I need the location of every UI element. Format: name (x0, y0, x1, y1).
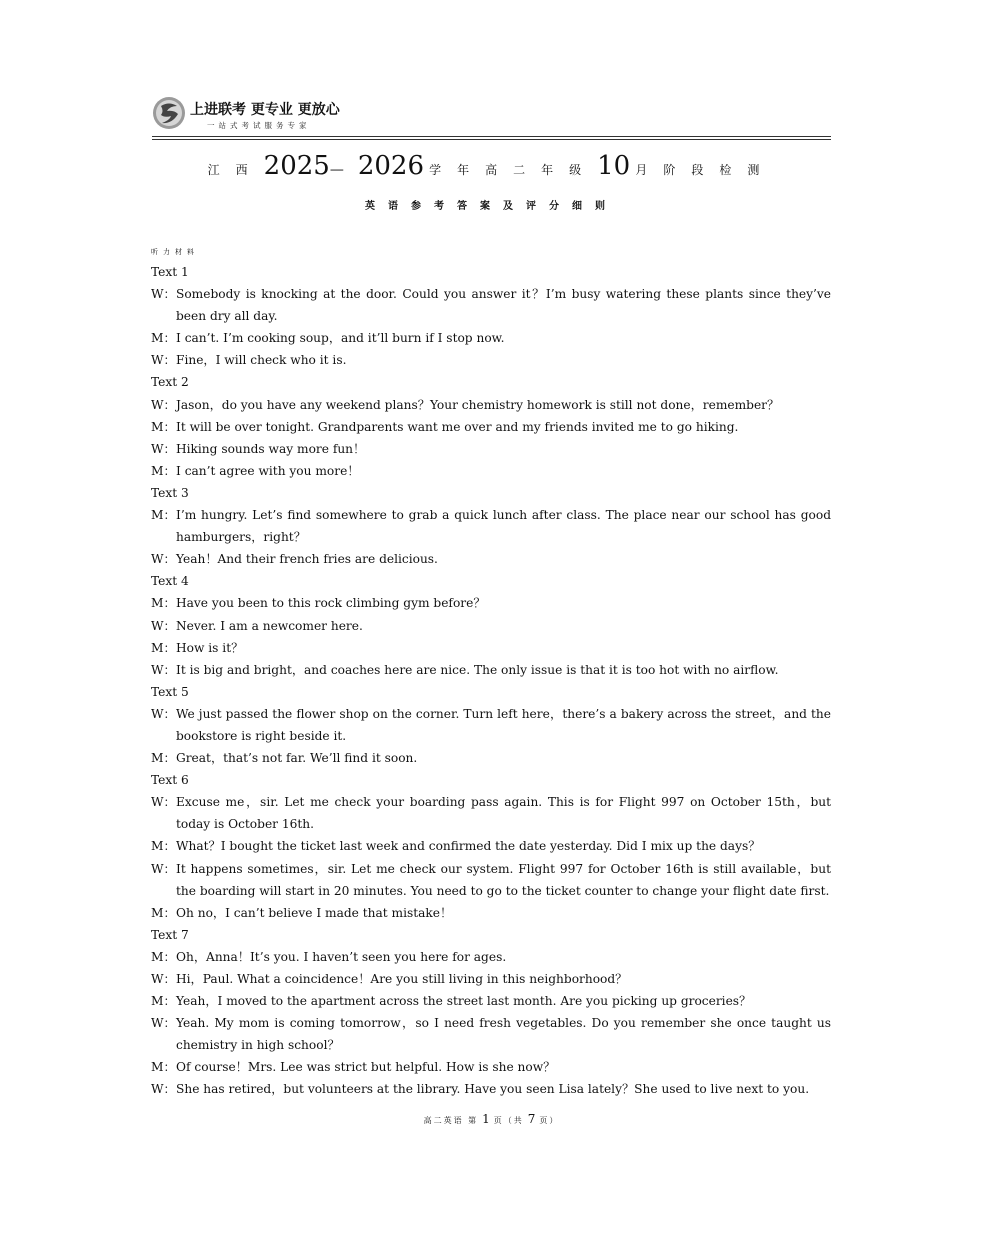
text-heading: Text 7 (151, 927, 189, 942)
speaker-label: M： (151, 508, 176, 523)
speaker-label: M： (151, 640, 176, 655)
speaker-label: M： (151, 419, 176, 434)
dialogue-text: Fine，I will check who it is. (176, 353, 347, 368)
dialogue-text: Yeah，I moved to the apartment across the street last month. Are you picking up groceries？ (176, 994, 752, 1009)
brand-logo (152, 96, 352, 136)
dialogue-text: We just passed the flower shop on the corner. Turn left here，there’s a bakery across the street，and the bookstore is right beside it. (176, 706, 831, 743)
dialogue-line (151, 659, 831, 681)
exam-title (0, 150, 983, 186)
text-heading: Text 5 (151, 684, 189, 699)
dialogue-text: I can’t agree with you more！ (176, 463, 360, 478)
dialogue-text: I’m hungry. Let’s find somewhere to grab a quick lunch after class. The place near our school has good hamburgers，right？ (176, 508, 831, 545)
dialogue-line (151, 1078, 831, 1100)
dialogue-text: Yeah. My mom is coming tomorrow，so I need fresh vegetables. Do you remember she once taught us chemistry in high school？ (176, 1016, 831, 1053)
dialogue-text: I can’t. I’m cooking soup，and it’ll burn if I stop now. (176, 331, 505, 346)
title-dash: — (329, 162, 344, 178)
dialogue-line (151, 327, 831, 349)
dialogue-text: Oh，Anna！It’s you. I haven’t seen you here for ages. (176, 949, 507, 964)
dialogue-line (151, 615, 831, 637)
dialogue-text: Yeah！And their french fries are delicious. (176, 552, 438, 567)
dialogue-line (151, 791, 831, 835)
speaker-label: M： (151, 949, 176, 964)
speaker-label: W： (151, 618, 176, 633)
footer-page-number: 1 (482, 1112, 490, 1126)
dialogue-line (151, 835, 831, 857)
speaker-label: M： (151, 596, 176, 611)
brand-slogan: 一站式考试服务专家 (207, 121, 311, 130)
footer-subject: 高二英语 (423, 1116, 464, 1125)
footer-total-pages: 7 (527, 1112, 536, 1126)
dialogue-text: Hi，Paul. What a coincidence！Are you still living in this neighborhood？ (176, 972, 628, 986)
dialogue-text: It happens sometimes，sir. Let me check our system. Flight 997 for October 16th is still available，but the boarding will start in 20 minutes. You need to go to the ticket counter to change your flight date first. (176, 861, 831, 898)
speaker-label: M： (151, 331, 176, 346)
dialogue-line (151, 1012, 831, 1056)
dialogue-line (151, 990, 831, 1012)
dialogue-text: It is big and bright，and coaches here are nice. The only issue is that it is too hot with no airflow. (176, 662, 779, 677)
title-text2: 月阶段检测 (635, 163, 776, 177)
speaker-label: W： (151, 397, 176, 412)
title-text1: 学年高二年级 (429, 163, 598, 177)
speaker-label: W： (151, 972, 176, 986)
speaker-label: M： (151, 1060, 176, 1075)
title-province: 江西 (207, 163, 264, 177)
dialogue-line (151, 438, 831, 460)
speaker-label: W： (151, 795, 176, 810)
speaker-label: W： (151, 353, 176, 368)
speaker-label: W： (151, 861, 176, 876)
speaker-label: W： (151, 552, 176, 567)
speaker-label: W： (151, 287, 176, 302)
dialogue-text: Hiking sounds way more fun！ (176, 441, 366, 456)
dialogue-text: It will be over tonight. Grandparents want me over and my friends invited me to go hiking. (176, 419, 739, 434)
speaker-label: W： (151, 1082, 176, 1097)
dialogue-text: She has retired，but volunteers at the library. Have you seen Lisa lately？She used to live next to you. (176, 1082, 810, 1097)
transcript (151, 261, 831, 1101)
dialogue-text: What？I bought the ticket last week and confirmed the date yesterday. Did I mix up the days？ (176, 839, 761, 854)
speaker-label: M： (151, 839, 176, 854)
dialogue-line (151, 858, 831, 902)
dialogue-line (151, 394, 831, 416)
dialogue-text: Excuse me，sir. Let me check your boarding pass again. This is for Flight 997 on October 15th，but today is October 16th. (176, 795, 831, 832)
dialogue-line (151, 416, 831, 438)
dialogue-line (151, 946, 831, 968)
dialogue-line (151, 747, 831, 769)
dialogue-line (151, 283, 831, 327)
dialogue-text: How is it？ (176, 640, 244, 655)
speaker-label: M： (151, 463, 176, 478)
dialogue-line (151, 460, 831, 482)
subtitle: 英语参考答案及评分细则 (365, 201, 618, 212)
page-footer (0, 1112, 983, 1126)
footer-page-suffix: 页） (539, 1116, 560, 1125)
dialogue-text: Oh no，I can’t believe I made that mistake！ (176, 905, 453, 920)
dialogue-line (151, 968, 831, 990)
dialogue-line (151, 902, 831, 924)
dialogue-line (151, 592, 831, 614)
speaker-label: M： (151, 994, 176, 1009)
footer-page-mid: 页（共 (493, 1116, 524, 1125)
section-label: 听力材料 (151, 248, 199, 256)
text-heading: Text 3 (151, 485, 189, 500)
dialogue-text: Never. I am a newcomer here. (176, 618, 363, 633)
header-rule (152, 136, 831, 137)
logo-mark-icon (152, 96, 186, 130)
dialogue-line (151, 1056, 831, 1078)
dialogue-text: Somebody is knocking at the door. Could you answer it？I’m busy watering these plants since they’ve been dry all day. (176, 287, 831, 324)
text-heading: Text 4 (151, 574, 189, 589)
dialogue-line (151, 703, 831, 747)
speaker-label: W： (151, 441, 176, 456)
title-year-start: 2025 (263, 151, 330, 181)
title-month: 10 (597, 151, 631, 181)
speaker-label: W： (151, 1016, 176, 1031)
header-rule-thin (152, 139, 831, 140)
brand-name: 上进联考 更专业 更放心 (190, 102, 340, 118)
dialogue-text: Of course！Mrs. Lee was strict but helpful. How is she now？ (176, 1060, 556, 1075)
dialogue-text: Have you been to this rock climbing gym before？ (176, 596, 486, 611)
speaker-label: W： (151, 662, 176, 677)
speaker-label: M： (151, 751, 176, 766)
speaker-label: M： (151, 905, 176, 920)
dialogue-line (151, 548, 831, 570)
dialogue-text: Great，that’s not far. We’ll find it soon. (176, 751, 418, 766)
title-year-end: 2026 (357, 151, 425, 181)
footer-page-prefix: 第 (468, 1116, 479, 1125)
dialogue-line (151, 349, 831, 371)
dialogue-line (151, 637, 831, 659)
text-heading: Text 1 (151, 265, 189, 279)
dialogue-line (151, 504, 831, 548)
dialogue-text: Jason，do you have any weekend plans？Your chemistry homework is still not done，remember？ (176, 397, 780, 412)
speaker-label: W： (151, 706, 176, 721)
text-heading: Text 2 (151, 375, 189, 390)
text-heading: Text 6 (151, 773, 189, 788)
